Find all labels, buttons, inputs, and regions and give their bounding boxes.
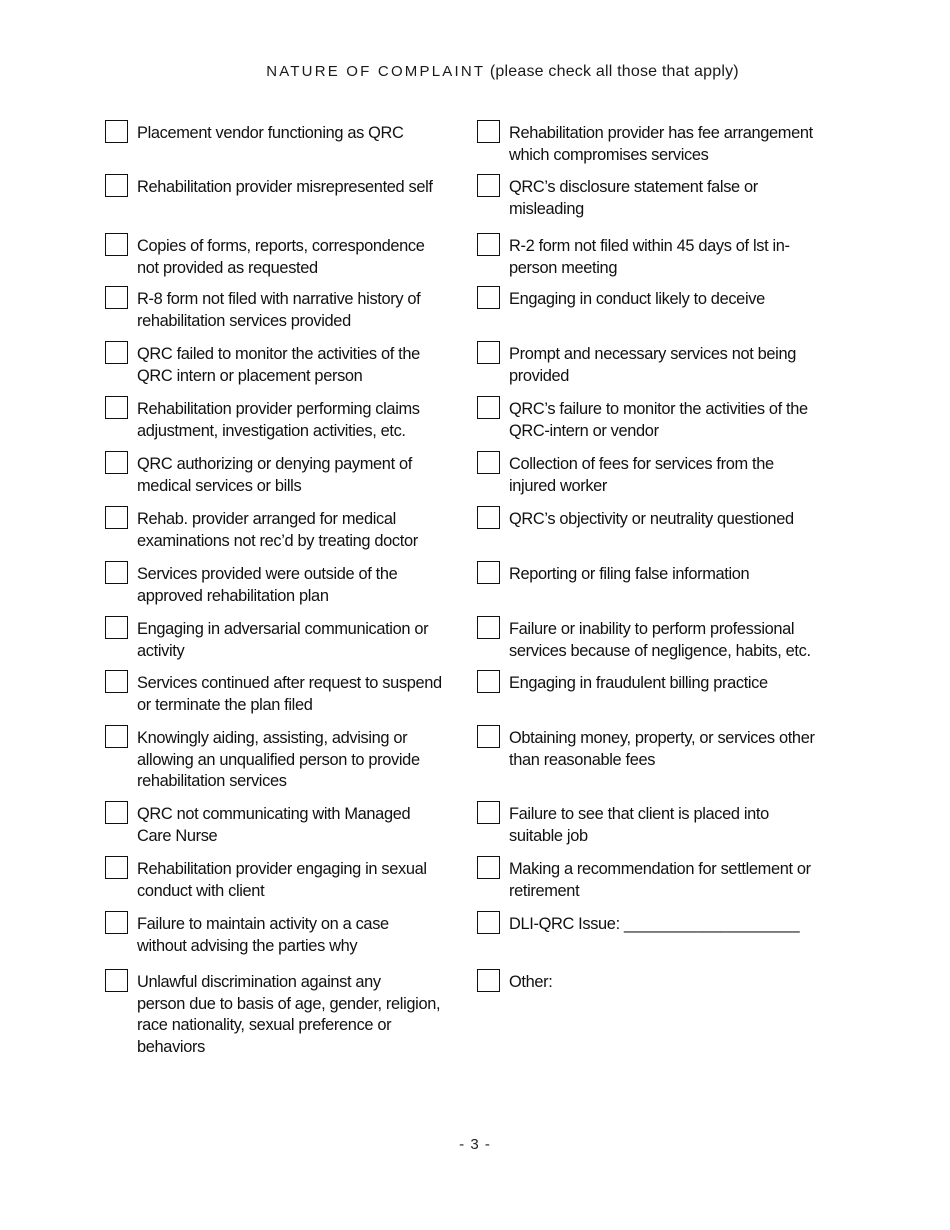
checkbox[interactable] — [105, 286, 128, 309]
checklist-label: Unlawful discrimination against any person due to basis of age, gender, religion, race nationality, sexual preference or behaviors — [137, 973, 441, 1056]
checkbox[interactable] — [477, 561, 500, 584]
checkbox[interactable] — [105, 969, 128, 992]
checklist-row — [105, 725, 865, 801]
checklist-item — [105, 286, 477, 341]
checklist-label: Rehabilitation provider misrepresented self — [137, 178, 433, 196]
checkbox[interactable] — [477, 174, 500, 197]
checklist-label: Making a recommendation for settlement or retirement — [509, 860, 811, 900]
checklist-item — [105, 856, 477, 911]
title-caps: NATURE OF COMPLAINT — [266, 63, 486, 80]
checklist-row — [105, 451, 865, 506]
checklist-label: Rehabilitation provider engaging in sexual conduct with client — [137, 860, 427, 900]
checklist-item — [477, 396, 865, 451]
checklist-label: R-2 form not filed within 45 days of lst in- person meeting — [509, 237, 790, 277]
checklist-item — [477, 451, 865, 506]
checklist-label: Rehab. provider arranged for medical examinations not rec’d by treating doctor — [137, 510, 418, 550]
complaint-checklist — [105, 120, 865, 1065]
checkbox[interactable] — [477, 341, 500, 364]
title-note: (please check all those that apply) — [489, 63, 739, 80]
checklist-label: Failure to see that client is placed into suitable job — [509, 805, 769, 845]
checklist-row — [105, 233, 865, 286]
checklist-item — [477, 561, 865, 616]
checklist-item — [105, 969, 477, 1065]
checklist-item — [105, 616, 477, 670]
checkbox[interactable] — [105, 506, 128, 529]
checklist-item — [105, 451, 477, 506]
checklist-item — [105, 120, 477, 174]
checklist-label: Services provided were outside of the approved rehabilitation plan — [137, 565, 398, 605]
checklist-item — [477, 670, 865, 725]
checklist-label: QRC’s objectivity or neutrality questioned — [509, 510, 794, 528]
checklist-item — [477, 725, 865, 801]
checklist-label: Placement vendor functioning as QRC — [137, 124, 404, 142]
checklist-item — [105, 341, 477, 396]
checkbox[interactable] — [477, 911, 500, 934]
checklist-label: Obtaining money, property, or services other than reasonable fees — [509, 729, 815, 769]
checklist-item — [477, 120, 865, 174]
checklist-label: Engaging in fraudulent billing practice — [509, 674, 768, 692]
checklist-label: DLI-QRC Issue: ____________________ — [509, 915, 800, 933]
checkbox[interactable] — [105, 561, 128, 584]
checkbox[interactable] — [477, 725, 500, 748]
checkbox[interactable] — [105, 801, 128, 824]
checklist-row — [105, 396, 865, 451]
checklist-label: Rehabilitation provider has fee arrangement which compromises services — [509, 124, 813, 164]
checklist-row — [105, 969, 865, 1065]
checkbox[interactable] — [105, 725, 128, 748]
checklist-row — [105, 801, 865, 856]
checklist-label: QRC failed to monitor the activities of the QRC intern or placement person — [137, 345, 420, 385]
checkbox[interactable] — [477, 451, 500, 474]
checklist-item — [105, 725, 477, 801]
checklist-label: QRC authorizing or denying payment of medical services or bills — [137, 455, 412, 495]
checklist-label: Engaging in adversarial communication or activity — [137, 620, 429, 660]
checklist-row — [105, 120, 865, 174]
checklist-label: Collection of fees for services from the injured worker — [509, 455, 774, 495]
checklist-item — [477, 341, 865, 396]
checklist-item — [477, 856, 865, 911]
checkbox[interactable] — [477, 670, 500, 693]
checkbox[interactable] — [105, 670, 128, 693]
checkbox[interactable] — [105, 396, 128, 419]
checkbox[interactable] — [477, 969, 500, 992]
checklist-item — [105, 506, 477, 561]
checkbox[interactable] — [477, 856, 500, 879]
checklist-row — [105, 856, 865, 911]
checklist-item — [477, 286, 865, 341]
checkbox[interactable] — [477, 286, 500, 309]
checklist-item — [105, 801, 477, 856]
checkbox[interactable] — [477, 801, 500, 824]
checklist-item — [105, 670, 477, 725]
checklist-item — [477, 969, 865, 1065]
checklist-item — [477, 506, 865, 561]
checklist-label: Other: — [509, 973, 553, 991]
checklist-item — [105, 233, 477, 286]
checkbox[interactable] — [105, 233, 128, 256]
checklist-row — [105, 341, 865, 396]
checklist-row — [105, 616, 865, 670]
checklist-label: Rehabilitation provider performing claims adjustment, investigation activities, etc. — [137, 400, 420, 440]
checklist-item — [477, 801, 865, 856]
checklist-item — [105, 174, 477, 233]
checkbox[interactable] — [477, 396, 500, 419]
checkbox[interactable] — [105, 341, 128, 364]
checklist-row — [105, 174, 865, 233]
checklist-item — [105, 911, 477, 969]
checklist-label: Services continued after request to suspend or terminate the plan filed — [137, 674, 442, 714]
checklist-label: QRC’s disclosure statement false or misleading — [509, 178, 758, 218]
checklist-label: Prompt and necessary services not being provided — [509, 345, 797, 385]
checkbox[interactable] — [105, 174, 128, 197]
checklist-item — [477, 233, 865, 286]
checklist-item — [477, 616, 865, 670]
checkbox[interactable] — [105, 451, 128, 474]
checklist-label: Engaging in conduct likely to deceive — [509, 290, 765, 308]
checkbox[interactable] — [477, 506, 500, 529]
page-number: - 3 - — [459, 1136, 491, 1153]
checkbox[interactable] — [105, 616, 128, 639]
checklist-row — [105, 561, 865, 616]
checklist-row — [105, 670, 865, 725]
checklist-label: Reporting or filing false information — [509, 565, 750, 583]
checklist-item — [477, 174, 865, 233]
checklist-item — [105, 561, 477, 616]
page-title — [0, 63, 950, 81]
checklist-label: Knowingly aiding, assisting, advising or allowing an unqualified person to provide rehabilitation services — [137, 729, 420, 790]
checklist-label: Failure to maintain activity on a case without advising the parties why — [137, 915, 389, 955]
checklist-label: QRC not communicating with Managed Care Nurse — [137, 805, 411, 845]
checkbox[interactable] — [105, 911, 128, 934]
checklist-item — [477, 911, 865, 969]
checklist-row — [105, 286, 865, 341]
checklist-row — [105, 911, 865, 969]
checkbox[interactable] — [105, 856, 128, 879]
checklist-item — [105, 396, 477, 451]
checklist-label: R-8 form not filed with narrative history of rehabilitation services provided — [137, 290, 421, 330]
checkbox[interactable] — [477, 233, 500, 256]
checklist-label: Failure or inability to perform professional services because of negligence, habits, etc. — [509, 620, 811, 660]
checkbox[interactable] — [105, 120, 128, 143]
checkbox[interactable] — [477, 120, 500, 143]
checklist-row — [105, 506, 865, 561]
checklist-label: QRC’s failure to monitor the activities of the QRC-intern or vendor — [509, 400, 808, 440]
checkbox[interactable] — [477, 616, 500, 639]
checklist-label: Copies of forms, reports, correspondence not provided as requested — [137, 237, 425, 277]
